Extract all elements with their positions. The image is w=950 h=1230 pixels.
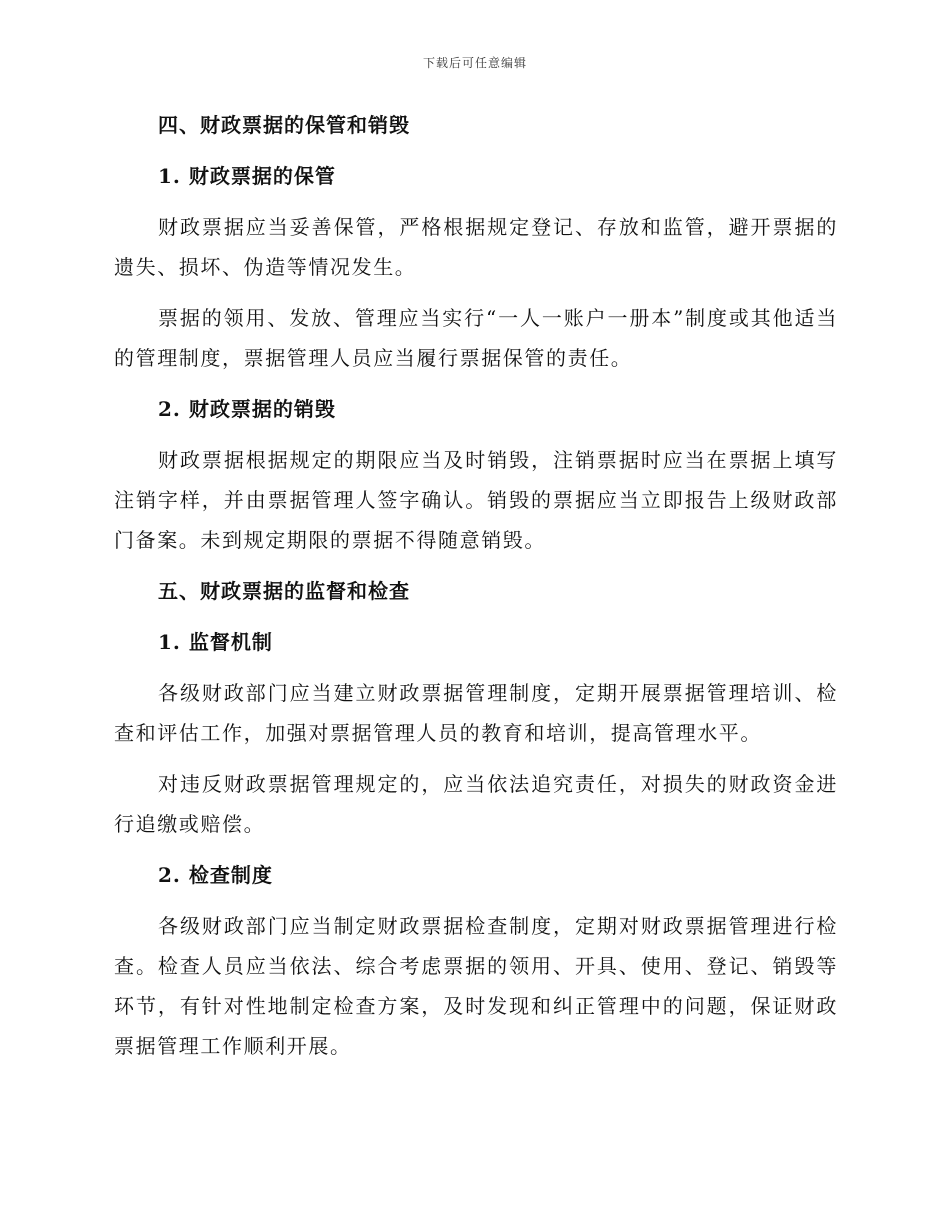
- document-body: [114, 105, 838, 1077]
- paragraph-4-1-1: 财政票据应当妥善保管，严格根据规定登记、存放和监管，避开票据的遗失、损坏、伪造等情况发生。: [114, 215, 838, 279]
- subsection-heading-4-2: 2. 财政票据的销毁: [158, 397, 336, 421]
- paragraph-4-1-2: 票据的领用、发放、管理应当实行“一人一账户一册本”制度或其他适当的管理制度，票据管理人员应当履行票据保管的责任。: [114, 306, 838, 370]
- section-heading-5: 五、财政票据的监督和检查: [158, 579, 410, 603]
- paragraph-5-2-1: 各级财政部门应当制定财政票据检查制度，定期对财政票据管理进行检查。检查人员应当依法、综合考虑票据的领用、开具、使用、登记、销毁等环节，有针对性地制定检查方案，及时发现和纠正管理中的问题，保证财政票据管理工作顺利开展。: [114, 914, 838, 1058]
- subsection-heading-5-1: 1. 监督机制: [158, 630, 273, 654]
- header-note: 下载后可任意编辑: [422, 56, 527, 70]
- subsection-heading-4-1: 1. 财政票据的保管: [158, 164, 336, 188]
- paragraph-5-1-2: 对违反财政票据管理规定的，应当依法追究责任，对损失的财政资金进行追缴或赔偿。: [114, 772, 838, 836]
- paragraph-5-1-1: 各级财政部门应当建立财政票据管理制度，定期开展票据管理培训、检查和评估工作，加强对票据管理人员的教育和培训，提高管理水平。: [114, 681, 838, 745]
- subsection-heading-5-2: 2. 检查制度: [158, 863, 273, 887]
- section-heading-4: 四、财政票据的保管和销毁: [158, 113, 410, 137]
- paragraph-4-2-1: 财政票据根据规定的期限应当及时销毁，注销票据时应当在票据上填写注销字样，并由票据管理人签字确认。销毁的票据应当立即报告上级财政部门备案。未到规定期限的票据不得随意销毁。: [114, 448, 838, 552]
